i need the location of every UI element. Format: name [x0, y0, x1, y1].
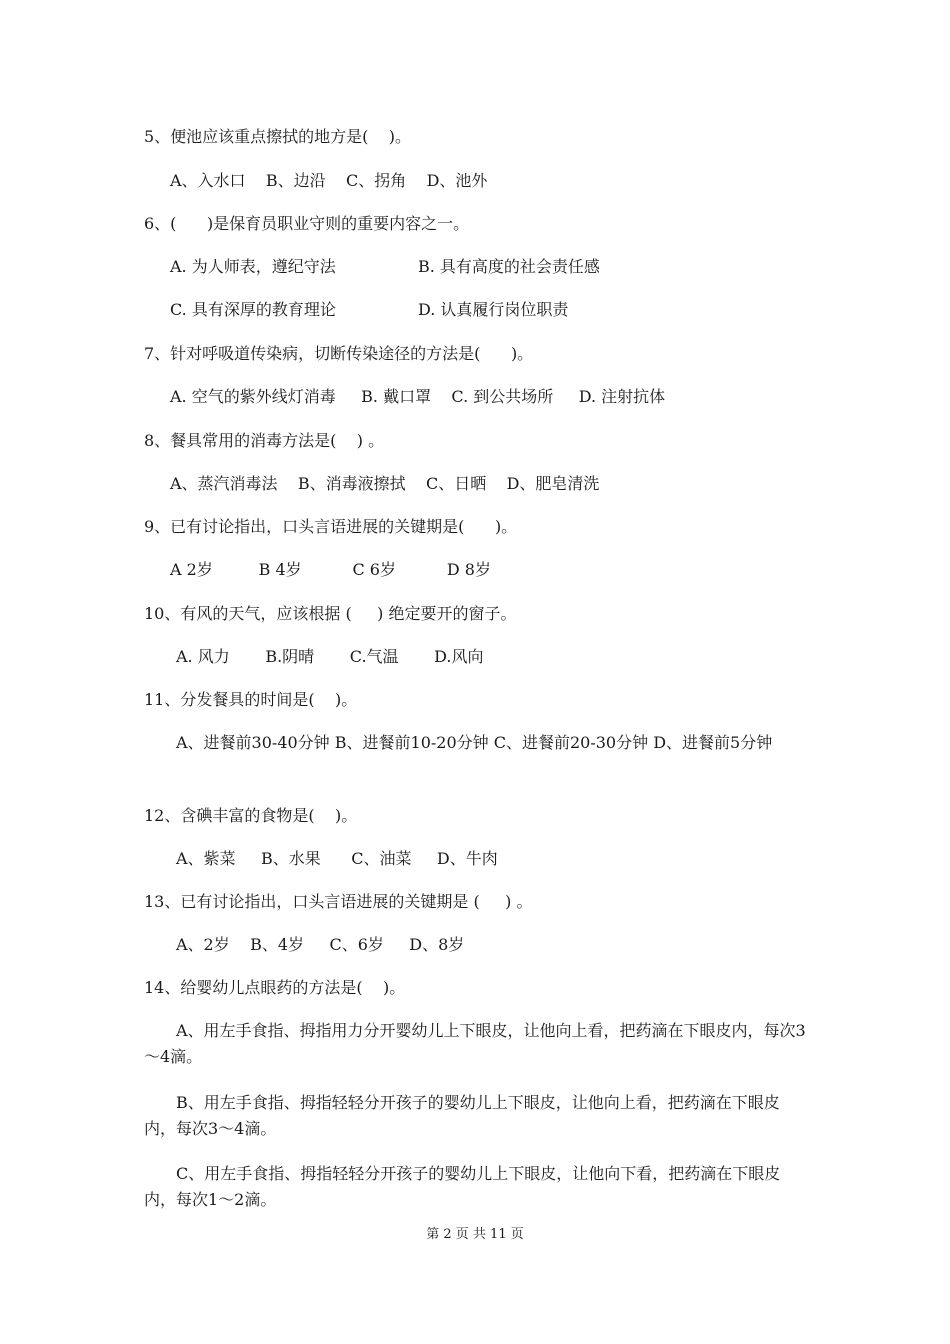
- question-6-stem: 6、( )是保育员职业守则的重要内容之一。: [144, 214, 470, 233]
- question-9-stem: 9、已有讨论指出，口头言语进展的关键期是( )。: [144, 517, 518, 536]
- question-8-options: A、蒸汽消毒法 B、消毒液擦拭 C、日晒 D、肥皂清洗: [170, 474, 600, 493]
- question-10-stem: 10、有风的天气，应该根据 ( ) 绝定要开的窗子。: [144, 604, 517, 623]
- question-6-option-c: C. 具有深厚的教育理论: [170, 300, 336, 319]
- question-12-stem: 12、含碘丰富的食物是( )。: [144, 806, 358, 825]
- question-10-options: A. 风力 B.阴晴 C.气温 D.风向: [176, 647, 484, 666]
- question-13-options: A、2岁 B、4岁 C、6岁 D、8岁: [176, 935, 465, 954]
- question-6-option-b: B. 具有高度的社会责任感: [418, 257, 600, 276]
- question-11-options: A、进餐前30-40分钟 B、进餐前10-20分钟 C、进餐前20-30分钟 D、进餐前5分钟: [176, 733, 773, 752]
- question-5-options: A、入水口 B、边沿 C、拐角 D、池外: [170, 171, 488, 190]
- question-13-stem: 13、已有讨论指出，口头言语进展的关键期是 ( ) 。: [144, 892, 533, 911]
- question-6-option-a: A. 为人师表，遵纪守法: [170, 257, 336, 276]
- question-14-stem: 14、给婴幼儿点眼药的方法是( )。: [144, 978, 406, 997]
- question-7-stem: 7、针对呼吸道传染病，切断传染途径的方法是( )。: [144, 344, 534, 363]
- question-11-stem: 11、分发餐具的时间是( )。: [144, 690, 358, 709]
- question-7-options: A. 空气的紫外线灯消毒 B. 戴口罩 C. 到公共场所 D. 注射抗体: [170, 387, 666, 406]
- question-5-stem: 5、便池应该重点擦拭的地方是( )。: [144, 127, 412, 146]
- question-14-option-a: A、用左手食指、拇指用力分开婴幼儿上下眼皮，让他向上看，把药滴在下眼皮内，每次3～4滴。: [144, 1021, 806, 1066]
- question-8-stem: 8、餐具常用的消毒方法是( ) 。: [144, 431, 385, 450]
- question-14-option-c: C、用左手食指、拇指轻轻分开孩子的婴幼儿上下眼皮，让他向下看，把药滴在下眼皮内，每次1～2滴。: [144, 1164, 781, 1209]
- page-number-footer: 第 2 页 共 11 页: [426, 1227, 524, 1242]
- question-14-option-b: B、用左手食指、拇指轻轻分开孩子的婴幼儿上下眼皮，让他向上看，把药滴在下眼皮内，每次3～4滴。: [144, 1093, 780, 1138]
- question-6-option-d: D. 认真履行岗位职责: [418, 300, 569, 319]
- question-9-options: A 2岁 B 4岁 C 6岁 D 8岁: [170, 560, 491, 579]
- question-12-options: A、紫菜 B、水果 C、油菜 D、牛肉: [176, 849, 498, 868]
